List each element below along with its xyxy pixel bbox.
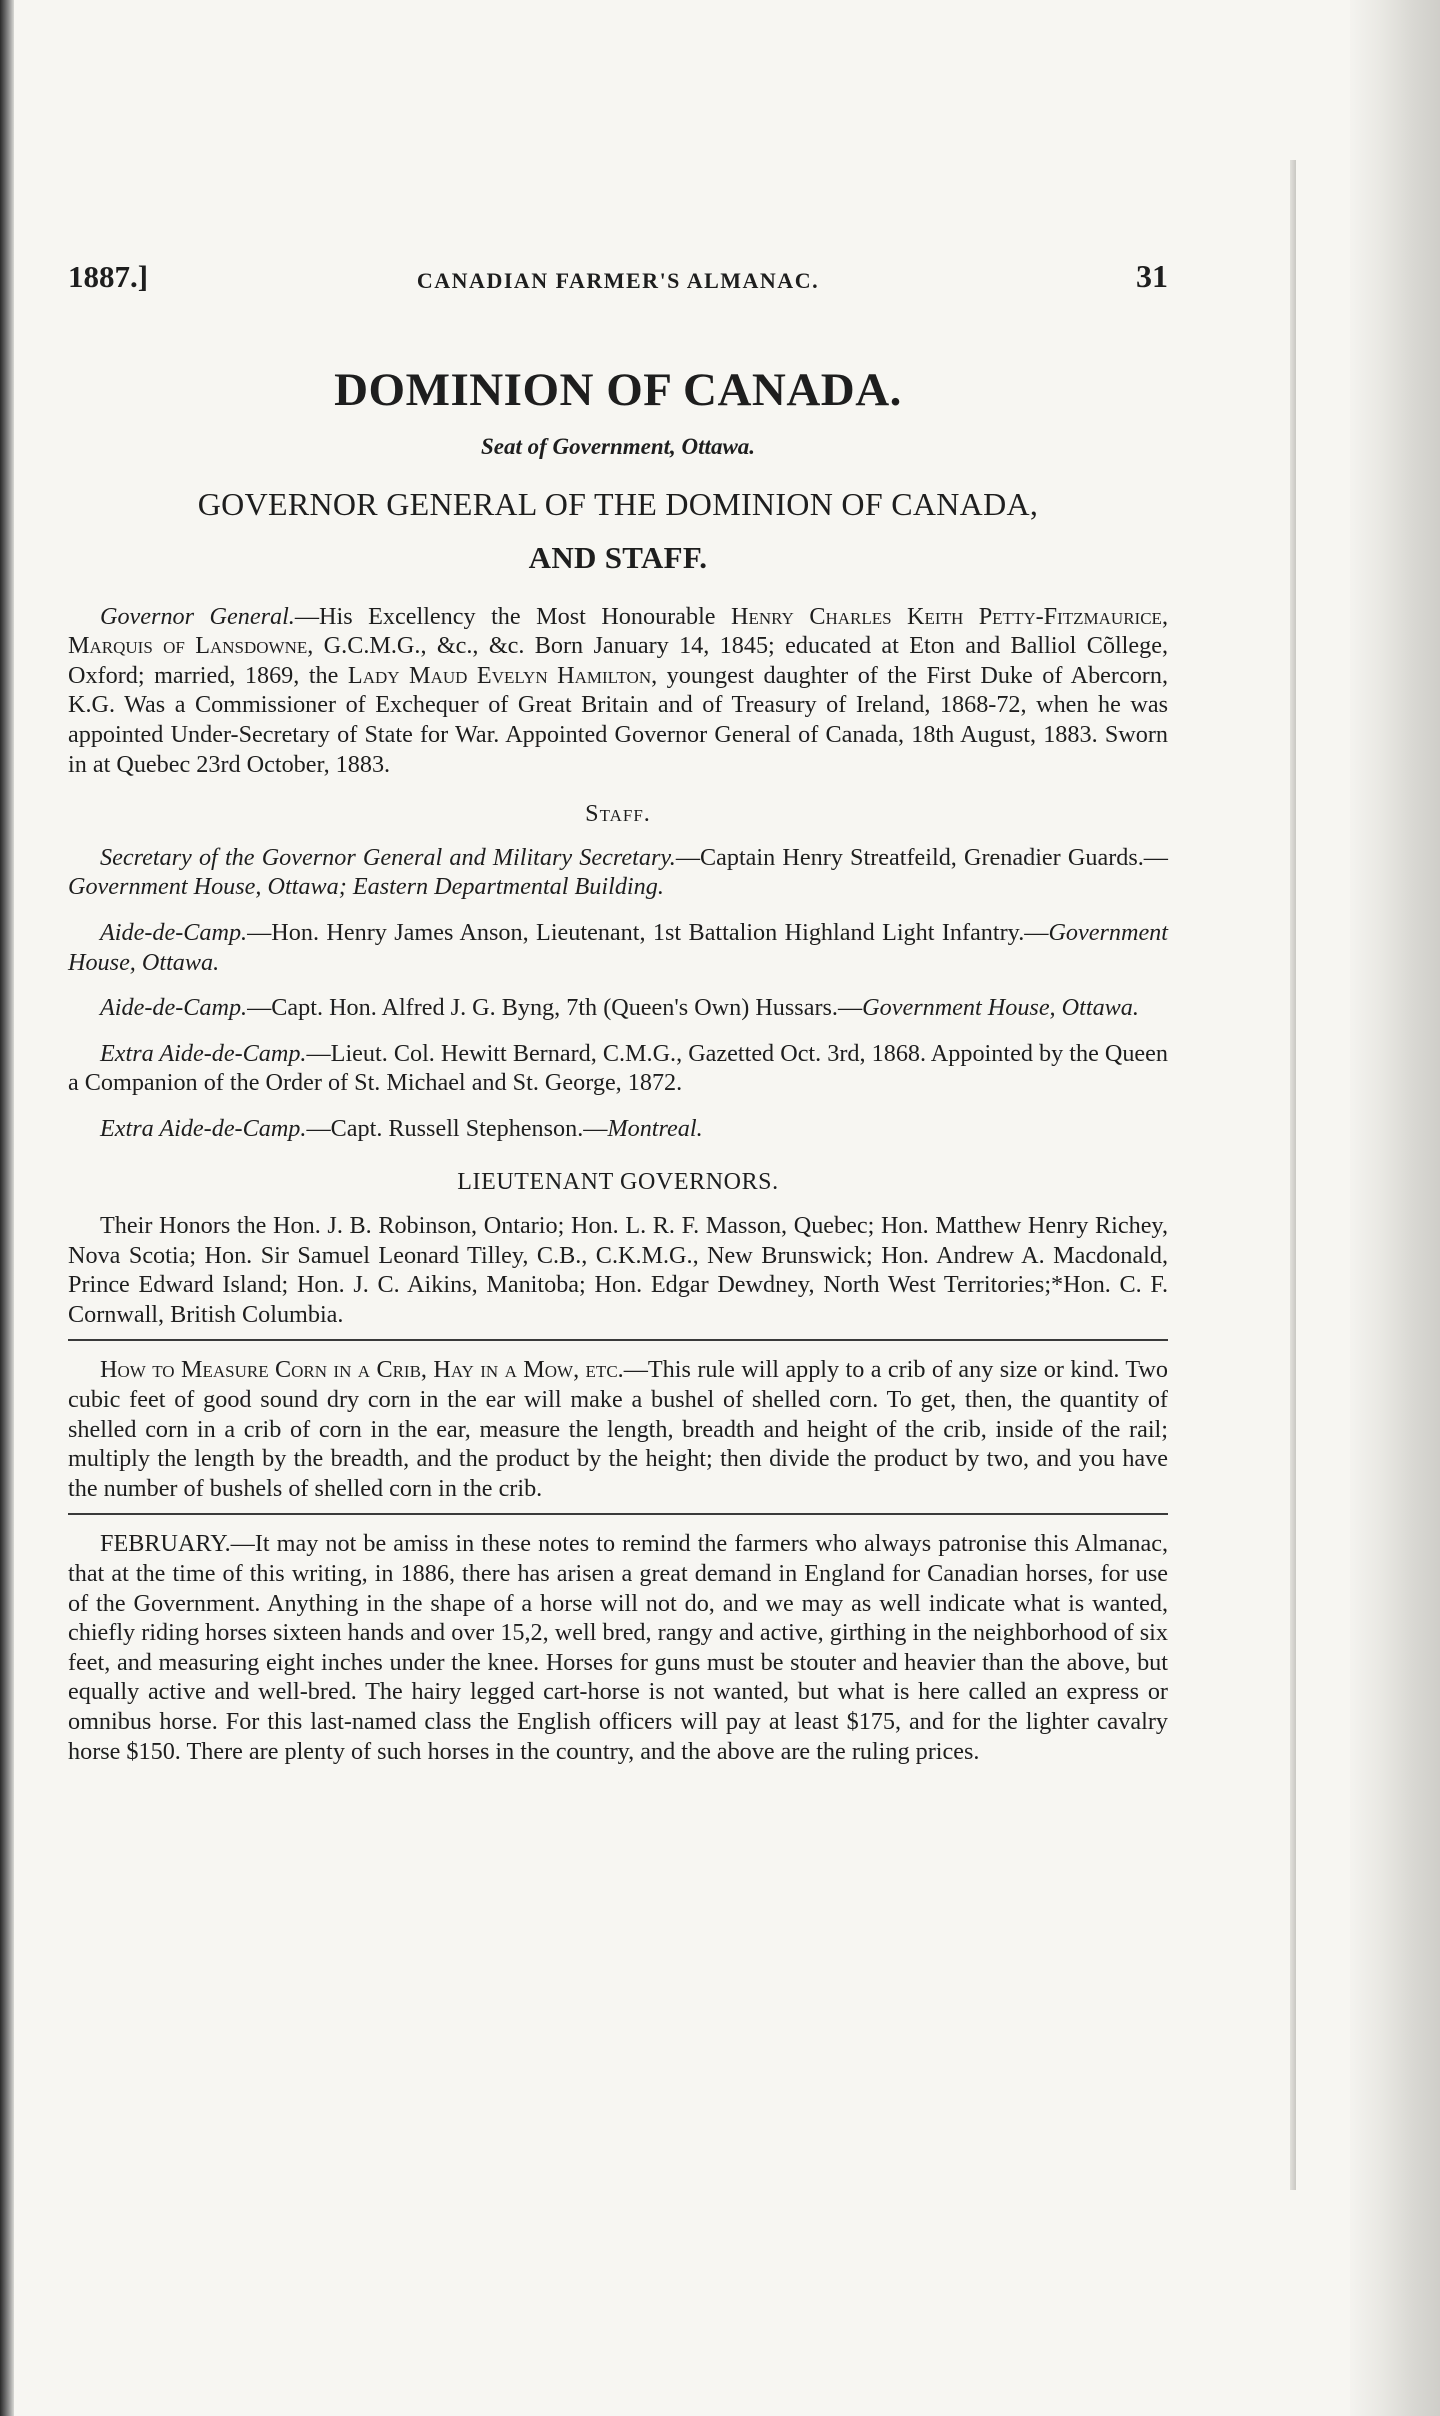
divider: [68, 1339, 1168, 1341]
running-title: CANADIAN FARMER'S ALMANAC.: [416, 268, 820, 293]
february-text: —It may not be amiss in these notes to remind the farmers who always patronise this Almanac, that at the time of this writing, in 1886, there has arisen a great demand in England for Canadian horses, for use of the Government. Anything in the shape of a horse will not do, and we may as well indicate what is wanted, chiefly riding horses sixteen hands and over 15,2, well bred, rangy and active, girthing in the neighborhood of six feet, and measuring eight inches under the knee. Horses for guns must be stouter and heavier than the above, but equally active and well-bred. The hairy legged cart-horse is not wanted, but what is here called an express or omnibus horse. For this last-named class the English officers will pay at least $175, and for the lighter cavalry horse $150. There are plenty of such horses in the country, and the above are the ruling prices.: [68, 1530, 1168, 1765]
staff-label: Secretary of the Governor General and Military Secretary.: [100, 843, 676, 871]
seat-of-government: Seat of Government, Ottawa.: [480, 434, 756, 459]
corn-title: How to Measure Corn in a Crib, Hay in a Mow, etc.: [100, 1356, 624, 1384]
gg-name-3: Lady Maud Evelyn Hamilton: [347, 661, 652, 689]
divider: [68, 1513, 1168, 1515]
corn-text: —This rule will apply to a crib of any size or kind. Two cubic feet of good sound dry corn in the ear will make a bushel of shelled corn. To get, then, the quantity of shelled corn in a crib of corn in the ear, measure the length, breadth and height of the crib, inside of the rail; multiply the length by the breadth, and the product by the height; then divide the product by two, and you have the number of bushels of shelled corn in the crib.: [68, 1356, 1168, 1502]
staff-entry: [68, 993, 1168, 1023]
staff-place: Government House, Ottawa.: [862, 994, 1139, 1022]
gg-text-2: ,: [1161, 602, 1168, 630]
scan-right-margin: [1350, 0, 1440, 2416]
gg-name-2: Marquis of Lansdowne: [68, 632, 308, 660]
header-year: 1887.]: [68, 259, 149, 294]
staff-entry: [68, 843, 1168, 902]
staff-label: Extra Aide-de-Camp.: [100, 1039, 307, 1067]
staff-place: Montreal.: [607, 1114, 703, 1142]
staff-entry: [68, 918, 1168, 977]
staff-label: Aide-de-Camp.: [100, 918, 248, 946]
page-header: [68, 258, 1168, 306]
almanac-page: [68, 258, 1169, 1766]
lieutenant-governors-heading: LIEUTENANT GOVERNORS.: [457, 1168, 779, 1195]
february-title: FEBRUARY.: [100, 1530, 231, 1558]
lieutenant-governors-paragraph: Their Honors the Hon. J. B. Robinson, Ontario; Hon. L. R. F. Masson, Quebec; Hon. Matthew Henry Richey, Nova Scotia; Hon. Sir Samuel Leonard Tilley, C.B., C.K.M.G., New Brunswick; Hon. Andrew A. Macdonald, Prince Edward Island; Hon. J. C. Aikins, Manitoba; Hon. Edgar Dewdney, North West Territories;*Hon. C. F. Cornwall, British Columbia.: [68, 1212, 1168, 1328]
staff-label: Aide-de-Camp.: [100, 994, 248, 1022]
staff-entry: [68, 1114, 1168, 1144]
governor-general-heading: [68, 482, 1168, 580]
gg-text-4: , youngest daughter of the First Duke of Abercorn, K.G. Was a Commissioner of Exchequer of Great Britain and of Treasury of Ireland, 1868-72, when he was appointed Under-Secretary of State for War. Appointed Governor General of Canada, 18th August, 1883. Sworn in at Quebec 23rd October, 1883.: [68, 661, 1168, 778]
staff-place: Government House, Ottawa.: [68, 918, 1168, 976]
staff-label: Extra Aide-de-Camp.: [100, 1114, 307, 1142]
page-number: 31: [1136, 258, 1168, 294]
staff-entry: [68, 1039, 1168, 1098]
gg-text-1: —His Excellency the Most Honourable: [294, 602, 732, 630]
heading-line-1: GOVERNOR GENERAL OF THE DOMINION OF CANADA,: [197, 485, 1039, 522]
corn-measure-paragraph: [68, 1355, 1168, 1503]
page-title: DOMINION OF CANADA.: [334, 364, 902, 416]
february-paragraph: [68, 1529, 1168, 1766]
governor-general-paragraph: [68, 602, 1168, 780]
gg-label: Governor General.: [100, 602, 295, 630]
staff-text: —Hon. Henry James Anson, Lieutenant, 1st Battalion Highland Light Infantry.—: [247, 918, 1049, 946]
gg-name-1: Henry Charles Keith Petty-Fitzmaurice: [731, 602, 1162, 630]
staff-heading: Staff.: [585, 800, 651, 828]
heading-line-2: AND STAFF.: [528, 539, 708, 575]
scan-left-edge: [0, 0, 14, 2416]
page-edge: [1290, 160, 1296, 2190]
gg-text-3: , G.C.M.G., &c., &c. Born January 14, 1845; educated at Eton and Balliol Cõllege, Oxford; married, 1869, the: [68, 632, 1168, 689]
staff-text: —Capt. Hon. Alfred J. G. Byng, 7th (Queen's Own) Hussars.—: [247, 994, 863, 1022]
staff-text: —Capt. Russell Stephenson.—: [306, 1114, 608, 1142]
staff-text: —Lieut. Col. Hewitt Bernard, C.M.G., Gazetted Oct. 3rd, 1868. Appointed by the Queen a Companion of the Order of St. Michael and St. George, 1872.: [68, 1039, 1169, 1097]
staff-place: Government House, Ottawa; Eastern Departmental Building.: [68, 873, 664, 901]
staff-text: —Captain Henry Streatfeild, Grenadier Guards.—: [675, 843, 1168, 871]
